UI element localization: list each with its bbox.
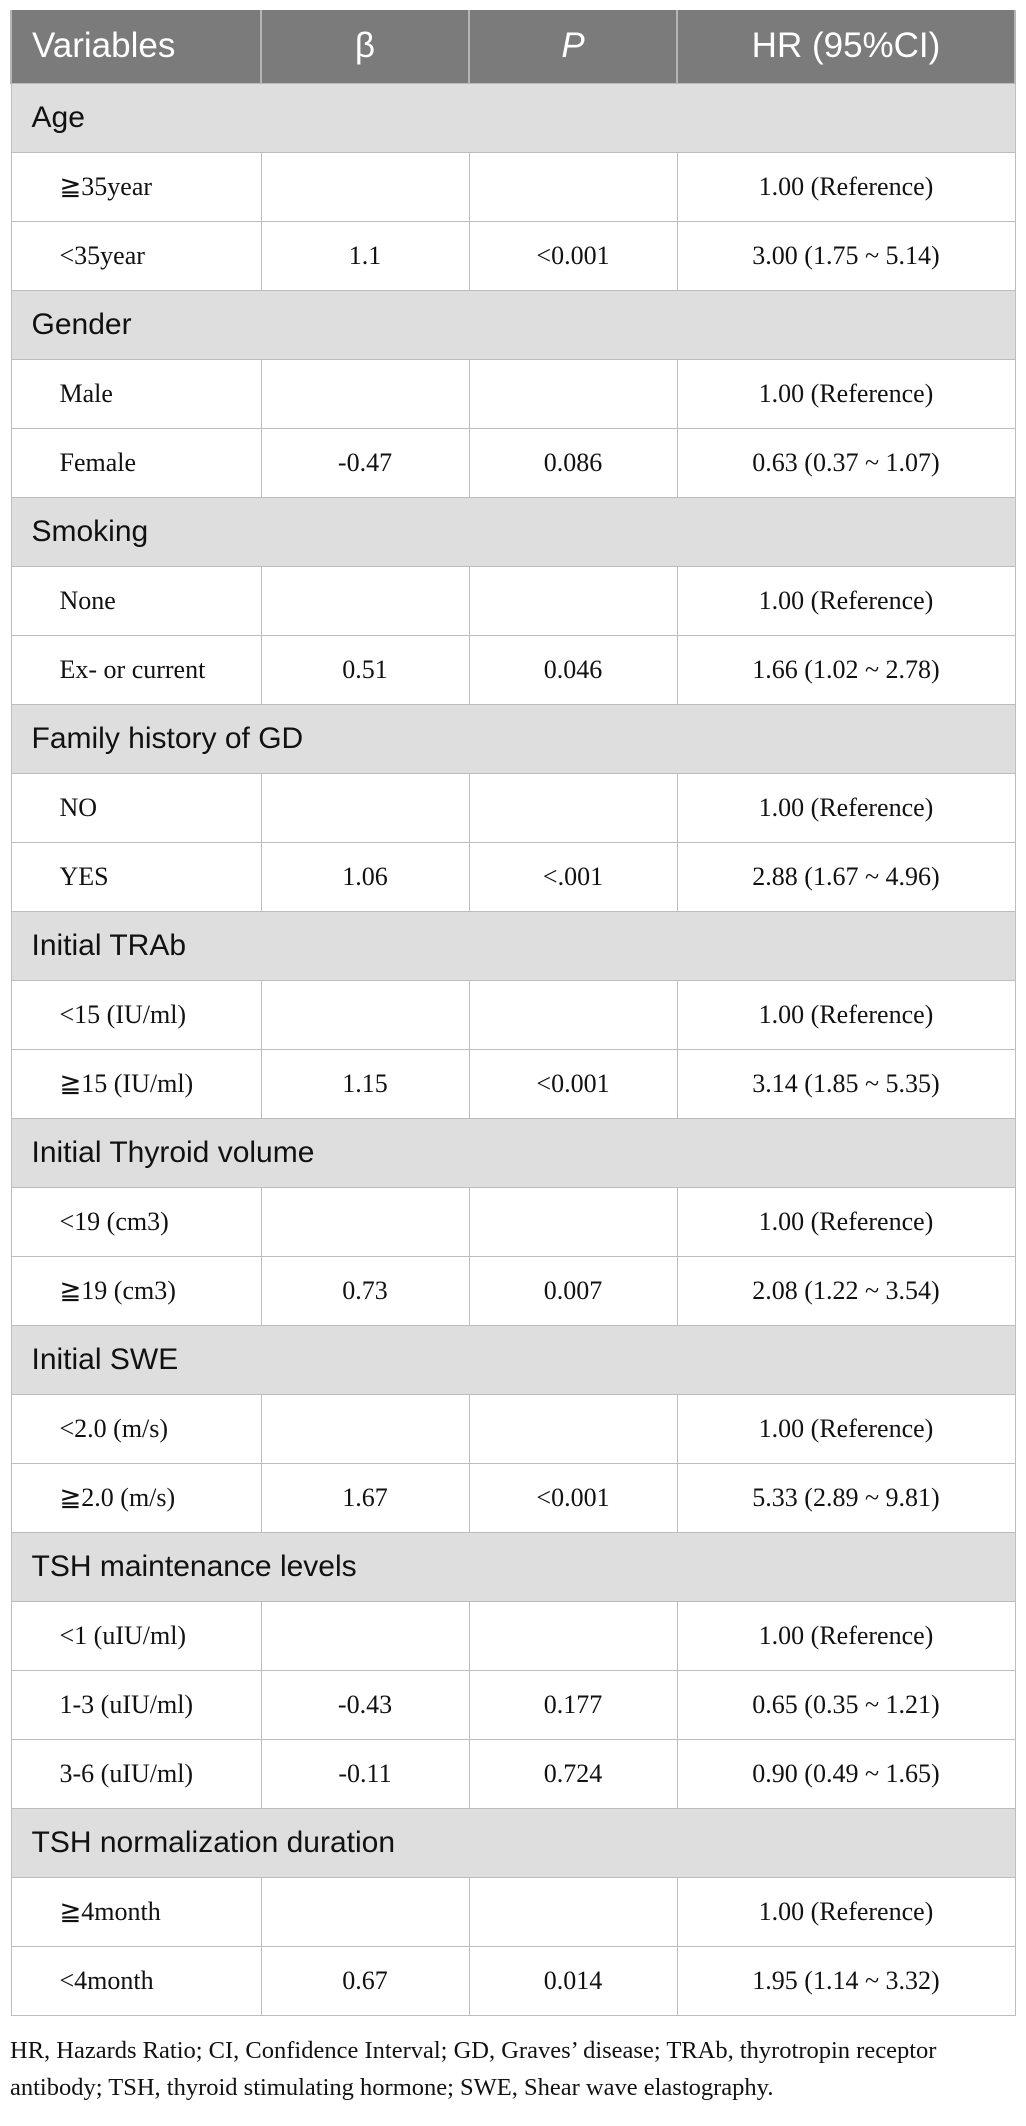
- p-value-cell: [469, 1187, 677, 1256]
- beta-cell: [261, 980, 469, 1049]
- p-value-cell: <0.001: [469, 1463, 677, 1532]
- variable-cell: ≧4month: [11, 1877, 261, 1946]
- group-label: TSH normalization duration: [11, 1808, 1015, 1877]
- group-header-row: [11, 704, 1015, 773]
- hazard-ratio-cell: 1.00 (Reference): [677, 566, 1015, 635]
- p-value-cell: [469, 1601, 677, 1670]
- table-row: [11, 1256, 1015, 1325]
- hazard-ratio-cell: 3.14 (1.85 ~ 5.35): [677, 1049, 1015, 1118]
- table-row: [11, 1187, 1015, 1256]
- p-value-cell: [469, 1877, 677, 1946]
- variable-cell: <2.0 (m/s): [11, 1394, 261, 1463]
- group-label: Family history of GD: [11, 704, 1015, 773]
- table-row: [11, 842, 1015, 911]
- group-header-row: [11, 83, 1015, 152]
- hazard-ratio-cell: 2.88 (1.67 ~ 4.96): [677, 842, 1015, 911]
- table-row: [11, 359, 1015, 428]
- hazard-ratio-cell: 0.63 (0.37 ~ 1.07): [677, 428, 1015, 497]
- hazard-ratio-cell: 1.00 (Reference): [677, 1187, 1015, 1256]
- table-row: [11, 221, 1015, 290]
- beta-cell: [261, 773, 469, 842]
- hazard-ratio-cell: 1.00 (Reference): [677, 773, 1015, 842]
- variable-cell: ≧15 (IU/ml): [11, 1049, 261, 1118]
- p-value-cell: [469, 1394, 677, 1463]
- p-value-cell: [469, 773, 677, 842]
- p-value-cell: 0.177: [469, 1670, 677, 1739]
- beta-cell: [261, 1187, 469, 1256]
- group-header-row: [11, 1325, 1015, 1394]
- variable-cell: <35year: [11, 221, 261, 290]
- p-value-cell: 0.046: [469, 635, 677, 704]
- header-hazard-ratio: HR (95%CI): [677, 10, 1015, 83]
- variable-cell: Male: [11, 359, 261, 428]
- beta-cell: [261, 1877, 469, 1946]
- table-body: [11, 83, 1015, 2015]
- beta-cell: 1.67: [261, 1463, 469, 1532]
- table-row: [11, 980, 1015, 1049]
- hazard-ratio-cell: 1.95 (1.14 ~ 3.32): [677, 1946, 1015, 2015]
- table-row: [11, 1463, 1015, 1532]
- beta-cell: 1.15: [261, 1049, 469, 1118]
- beta-cell: 1.06: [261, 842, 469, 911]
- variable-cell: <19 (cm3): [11, 1187, 261, 1256]
- group-header-row: [11, 1532, 1015, 1601]
- hazard-ratio-cell: 3.00 (1.75 ~ 5.14): [677, 221, 1015, 290]
- header-beta: β: [261, 10, 469, 83]
- group-label: Smoking: [11, 497, 1015, 566]
- variable-cell: <1 (uIU/ml): [11, 1601, 261, 1670]
- hazard-ratio-cell: 2.08 (1.22 ~ 3.54): [677, 1256, 1015, 1325]
- hazard-ratio-cell: 1.00 (Reference): [677, 152, 1015, 221]
- beta-cell: 0.51: [261, 635, 469, 704]
- hazard-ratio-cell: 1.00 (Reference): [677, 1601, 1015, 1670]
- table-row: [11, 1670, 1015, 1739]
- p-value-cell: <0.001: [469, 221, 677, 290]
- p-value-cell: 0.014: [469, 1946, 677, 2015]
- group-header-row: [11, 911, 1015, 980]
- table-header: [11, 10, 1015, 83]
- group-label: Initial TRAb: [11, 911, 1015, 980]
- hazard-ratio-cell: 1.00 (Reference): [677, 1877, 1015, 1946]
- beta-cell: [261, 1394, 469, 1463]
- beta-cell: [261, 359, 469, 428]
- table-row: [11, 773, 1015, 842]
- group-label: Age: [11, 83, 1015, 152]
- results-table-container: [10, 10, 1014, 2016]
- variable-cell: YES: [11, 842, 261, 911]
- p-value-cell: [469, 566, 677, 635]
- variable-cell: ≧19 (cm3): [11, 1256, 261, 1325]
- table-row: [11, 1877, 1015, 1946]
- table-row: [11, 1601, 1015, 1670]
- table-row: [11, 566, 1015, 635]
- group-header-row: [11, 497, 1015, 566]
- table-row: [11, 1394, 1015, 1463]
- p-value-cell: <.001: [469, 842, 677, 911]
- header-variables: Variables: [11, 10, 261, 83]
- beta-cell: [261, 152, 469, 221]
- hazard-ratio-cell: 5.33 (2.89 ~ 9.81): [677, 1463, 1015, 1532]
- hazard-ratio-cell: 1.66 (1.02 ~ 2.78): [677, 635, 1015, 704]
- variable-cell: 1-3 (uIU/ml): [11, 1670, 261, 1739]
- p-value-cell: 0.724: [469, 1739, 677, 1808]
- variable-cell: None: [11, 566, 261, 635]
- table-row: [11, 1739, 1015, 1808]
- table-row: [11, 152, 1015, 221]
- beta-cell: 0.67: [261, 1946, 469, 2015]
- hazard-ratio-cell: 1.00 (Reference): [677, 1394, 1015, 1463]
- table-row: [11, 1049, 1015, 1118]
- table-row: [11, 428, 1015, 497]
- hazard-ratio-cell: 1.00 (Reference): [677, 359, 1015, 428]
- p-value-cell: 0.086: [469, 428, 677, 497]
- header-row: [11, 10, 1015, 83]
- p-value-cell: [469, 980, 677, 1049]
- beta-cell: 1.1: [261, 221, 469, 290]
- variable-cell: ≧35year: [11, 152, 261, 221]
- group-header-row: [11, 290, 1015, 359]
- variable-cell: <15 (IU/ml): [11, 980, 261, 1049]
- p-value-cell: [469, 359, 677, 428]
- beta-cell: -0.47: [261, 428, 469, 497]
- table-footnote: HR, Hazards Ratio; CI, Confidence Interval; GD, Graves’ disease; TRAb, thyrotropin receptor antibody; TSH, thyroid stimulating hormone; SWE, Shear wave elastography.: [10, 2037, 937, 2101]
- variable-cell: NO: [11, 773, 261, 842]
- hazard-ratio-cell: 0.90 (0.49 ~ 1.65): [677, 1739, 1015, 1808]
- header-p-value: P: [469, 10, 677, 83]
- variable-cell: Female: [11, 428, 261, 497]
- group-label: Gender: [11, 290, 1015, 359]
- group-header-row: [11, 1808, 1015, 1877]
- variable-cell: 3-6 (uIU/ml): [11, 1739, 261, 1808]
- variable-cell: <4month: [11, 1946, 261, 2015]
- p-value-cell: [469, 152, 677, 221]
- group-header-row: [11, 1118, 1015, 1187]
- beta-cell: 0.73: [261, 1256, 469, 1325]
- group-label: TSH maintenance levels: [11, 1532, 1015, 1601]
- hazard-ratio-cell: 1.00 (Reference): [677, 980, 1015, 1049]
- beta-cell: [261, 1601, 469, 1670]
- variable-cell: Ex- or current: [11, 635, 261, 704]
- table-row: [11, 635, 1015, 704]
- group-label: Initial Thyroid volume: [11, 1118, 1015, 1187]
- beta-cell: [261, 566, 469, 635]
- beta-cell: -0.43: [261, 1670, 469, 1739]
- variable-cell: ≧2.0 (m/s): [11, 1463, 261, 1532]
- hazard-ratio-table: [10, 10, 1016, 2016]
- p-value-cell: <0.001: [469, 1049, 677, 1118]
- group-label: Initial SWE: [11, 1325, 1015, 1394]
- beta-cell: -0.11: [261, 1739, 469, 1808]
- table-row: [11, 1946, 1015, 2015]
- p-value-cell: 0.007: [469, 1256, 677, 1325]
- hazard-ratio-cell: 0.65 (0.35 ~ 1.21): [677, 1670, 1015, 1739]
